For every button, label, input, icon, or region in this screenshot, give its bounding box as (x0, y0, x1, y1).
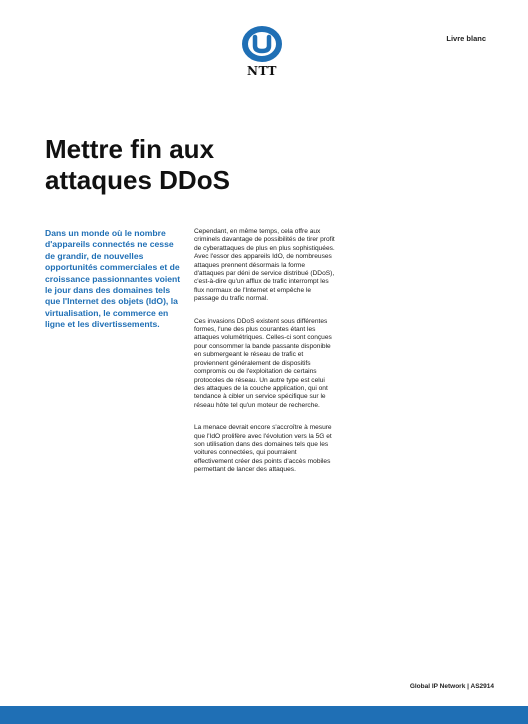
page-title (45, 134, 345, 196)
ntt-logo-icon (242, 26, 282, 62)
body-paragraph-1: Cependant, en même temps, cela offre aux criminels davantage de possibilités de tirer profit de cyberattaques de plus en plus sophistiquées. Avec l'essor des appareils IdO, de nombreuses attaques prennent désormais la forme d'attaques par déni de service distribué (DDoS), c'est-à-dire qu'un afflux de trafic interrompt les flux normaux de l'Internet et empêche le passage du trafic normal. (194, 228, 335, 303)
body-paragraph-2: Ces invasions DDoS existent sous différentes formes, l'une des plus courantes étant les attaques volumétriques. Celles-ci sont conçues pour consommer la bande passante disponible en submergeant le réseau de trafic et proviennent généralement de dispositifs compromis ou de l'exploitation de certains protocoles de réseau. Un autre type est celui des attaques de la couche application, qui ont tendance à cibler un service spécifique sur le réseau hôte tel qu'un moteur de recherche. (194, 317, 332, 409)
document-type-label: Livre blanc (446, 34, 486, 43)
logo-wordmark: NTT (247, 64, 277, 78)
body-paragraph-3: La menace devrait encore s'accroître à mesure que l'IdO prolifère avec l'évolution vers la 5G et son utilisation dans des domaines tels que les voitures connectées, qui pourraient effectivement créer des points d'accès mobiles permettant de lancer des attaques. (194, 424, 332, 474)
footer-label: Global IP Network | AS2914 (409, 683, 494, 690)
footer-bar (0, 706, 528, 724)
body-column (194, 228, 336, 489)
ntt-logo (240, 26, 284, 78)
title-line-2: attaques DDoS (45, 165, 230, 195)
title-line-1: Mettre fin aux (45, 134, 215, 164)
lead-paragraph: Dans un monde où le nombre d'appareils connectés ne cesse de grandir, de nouvelles opportunités commerciales et de croissance passionnantes voient le jour dans des domaines tels que l'Internet des objets (IdO), la virtualisation, le commerce en ligne et les divertissements. (45, 228, 181, 330)
